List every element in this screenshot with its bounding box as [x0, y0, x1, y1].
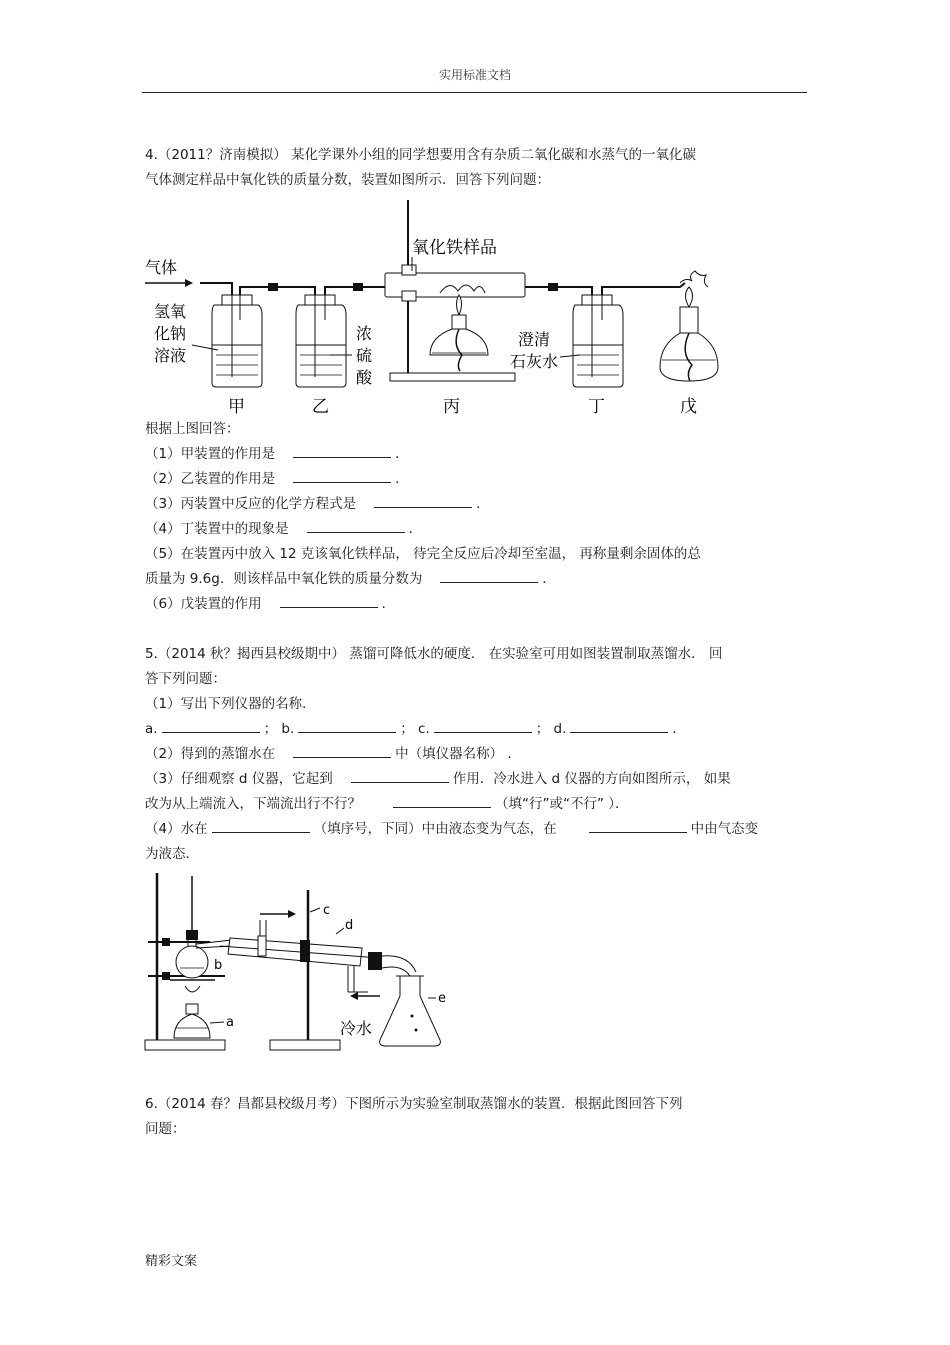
- answer-blank-a[interactable]: [162, 720, 260, 733]
- q5-part1: （1）写出下列仪器的名称．: [145, 696, 316, 712]
- q6-title-line2: 问题：: [145, 1121, 186, 1137]
- sample-label: 氧化铁样品: [412, 238, 497, 258]
- answer-blank[interactable]: [307, 520, 405, 533]
- label-jia: 甲: [228, 397, 245, 417]
- page-footer: 精彩文案: [145, 1254, 198, 1269]
- q4-title-line1: 4.（2011？济南模拟） 某化学课外小组的同学想要用含有杂质二氧化碳和水蒸气的一氧化碳: [145, 147, 697, 163]
- label-bing: 丙: [443, 397, 460, 417]
- h2so4-label-2: 硫: [356, 346, 373, 365]
- q5-part1-blanks: a. ； b. ； c. ； d. ．: [145, 721, 686, 737]
- q4-part3: （3）丙装置中反应的化学方程式是 ．: [145, 496, 490, 512]
- tube-bing-ding: [525, 287, 592, 295]
- q5-part3-line2: 改为从上端流入，下端流出行不行？ （填“行”或“不行” ）．: [145, 796, 629, 812]
- label-b: b: [214, 958, 223, 973]
- answer-blank[interactable]: [293, 745, 391, 758]
- answer-blank[interactable]: [589, 820, 687, 833]
- q4-part4: （4）丁装置中的现象是 ．: [145, 521, 423, 537]
- bottle-yi: [296, 295, 346, 387]
- q4-title-line2: 气体测定样品中氧化铁的质量分数，装置如图所示．回答下列问题：: [145, 172, 550, 188]
- q5-title-line1: 5.（2014 秋？揭西县校级期中） 蒸馏可降低水的硬度． 在实验室可用如图装置制取蒸馏水． 回: [145, 646, 723, 662]
- lamp-a: [170, 980, 215, 1038]
- answer-blank[interactable]: [374, 495, 472, 508]
- q5-part3-line1: （3）仔细观察 d 仪器，它起到 作用．冷水进入 d 仪器的方向如图所示， 如果: [145, 771, 731, 787]
- limewater-label-1: 澄清: [518, 330, 551, 349]
- q4-intro: 根据上图回答：: [145, 421, 240, 437]
- q4-part2: （2）乙装置的作用是 ．: [145, 471, 409, 487]
- h2so4-label-1: 浓: [356, 324, 373, 343]
- label-e: e: [438, 991, 446, 1006]
- answer-blank[interactable]: [440, 570, 538, 583]
- q5-part4-line2: 为液态．: [145, 846, 199, 862]
- h2so4-label-3: 酸: [356, 368, 373, 387]
- answer-blank[interactable]: [351, 770, 449, 783]
- q4-part6: （6）戊装置的作用 ．: [145, 596, 396, 612]
- tube-ding-wu: [602, 283, 685, 295]
- tube-inlet: [200, 283, 232, 295]
- page-header: 实用标准文档: [438, 68, 511, 82]
- gas-label: 气体: [145, 258, 178, 277]
- label-wu: 戊: [680, 397, 697, 417]
- label-c: c: [323, 903, 331, 918]
- q5-part2: （2）得到的蒸馏水在 中（填仪器名称） ．: [145, 746, 521, 762]
- q4-part5-line1: （5）在装置丙中放入 12 克该氧化铁样品， 待完全反应后冷却至室温， 再称量剩余固体的总: [145, 546, 701, 562]
- label-ding: 丁: [588, 397, 605, 417]
- answer-blank-c[interactable]: [434, 720, 532, 733]
- answer-blank[interactable]: [293, 470, 391, 483]
- q5-part4-line1: （4）水在 （填序号，下同）中由液态变为气态，在 中由气态变: [145, 821, 759, 837]
- answer-blank-d[interactable]: [570, 720, 668, 733]
- answer-blank[interactable]: [393, 795, 491, 808]
- bottle-ding: [573, 295, 623, 387]
- q5-title-line2: 答下列问题：: [145, 671, 226, 687]
- answer-blank[interactable]: [293, 445, 391, 458]
- answer-blank-b[interactable]: [298, 720, 396, 733]
- answer-blank[interactable]: [212, 820, 310, 833]
- q4-part1: （1）甲装置的作用是 ．: [145, 446, 409, 462]
- header-rule: [142, 92, 807, 93]
- label-yi: 乙: [312, 397, 329, 417]
- bottle-jia: [212, 295, 262, 387]
- naoh-label-1: 氢氧: [154, 302, 187, 321]
- label-a: a: [226, 1015, 234, 1030]
- flask-b: [176, 930, 232, 978]
- flask-e: [380, 956, 441, 1046]
- q5-distillation-figure: [140, 868, 460, 1060]
- apparatus-bing: [385, 200, 525, 381]
- cold-water-label: 冷水: [340, 1019, 373, 1038]
- limewater-label-2: 石灰水: [510, 352, 559, 371]
- condenser-d: [220, 920, 382, 992]
- q4-part5-line2: 质量为 9.6g．则该样品中氧化铁的质量分数为 ．: [145, 571, 556, 587]
- naoh-label-2: 化钠: [154, 324, 187, 343]
- answer-blank[interactable]: [280, 595, 378, 608]
- q6-title-line1: 6.（2014 春？昌都县校级月考）下图所示为实验室制取蒸馏水的装置．根据此图回答下列: [145, 1096, 683, 1112]
- label-d: d: [345, 918, 354, 933]
- naoh-label-3: 溶液: [154, 346, 187, 365]
- q4-apparatus-figure: [140, 195, 730, 420]
